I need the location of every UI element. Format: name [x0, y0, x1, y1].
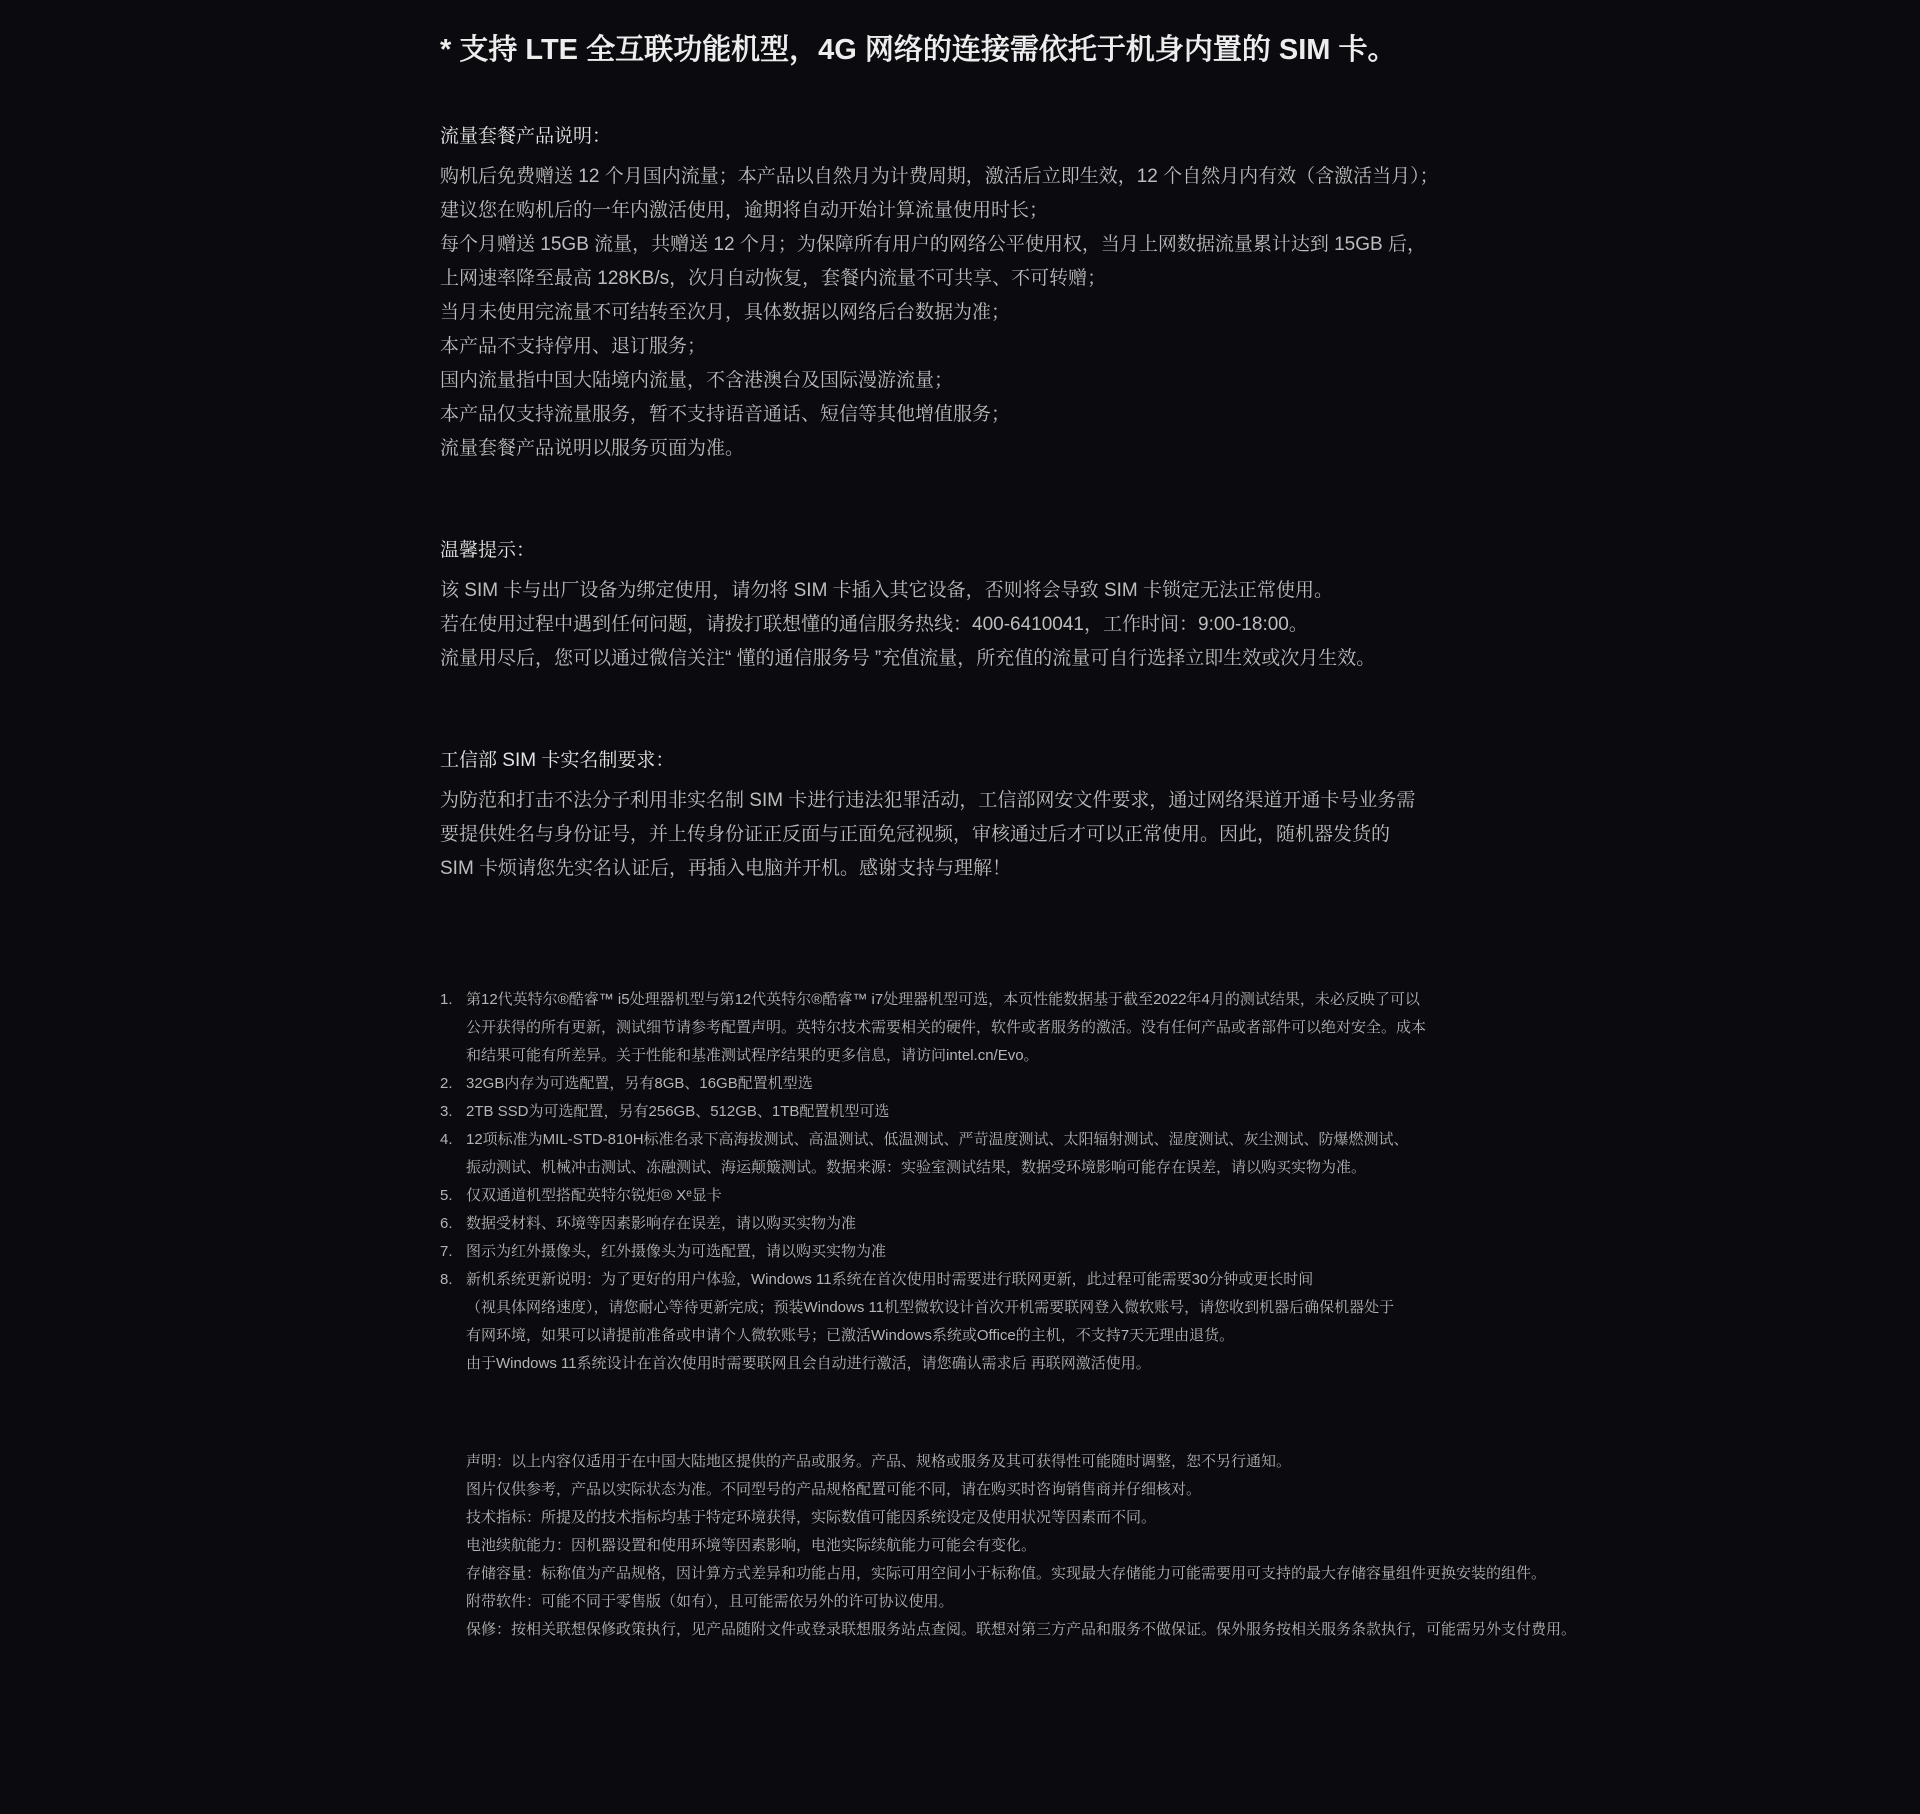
- lte-headline: * 支持 LTE 全互联功能机型，4G 网络的连接需依托于机身内置的 SIM 卡。: [440, 34, 1397, 66]
- disclaimer-block: [466, 1448, 1660, 1644]
- realname-line: SIM 卡烦请您先实名认证后，再插入电脑并开机。感谢支持与理解！: [440, 858, 1012, 879]
- traffic-plan-line: 本产品仅支持流量服务，暂不支持语音通话、短信等其他增值服务；: [440, 404, 1011, 425]
- footnote-number: 7.: [440, 1243, 453, 1260]
- disclaimer-line: 存储容量：标称值为产品规格，因计算方式差异和功能占用，实际可用空间小于标称值。实现最大存储能力可能需要用可支持的最大存储容量组件更换安装的组件。: [466, 1565, 1547, 1582]
- realname-section: [440, 746, 1660, 886]
- realname-lines: [440, 784, 1660, 886]
- footnote-line: 振动测试、机械冲击测试、冻融测试、海运颠簸测试。数据来源：实验室测试结果，数据受环境影响可能存在误差，请以购买实物为准。: [466, 1159, 1367, 1176]
- footnote-number: 2.: [440, 1075, 453, 1092]
- traffic-plan-title: 流量套餐产品说明：: [440, 126, 612, 147]
- disclaimer-line: 电池续航能力：因机器设置和使用环境等因素影响，电池实际续航能力可能会有变化。: [466, 1537, 1037, 1554]
- tips-title: 温馨提示：: [440, 540, 536, 561]
- footnote-line: 2TB SSD为可选配置，另有256GB、512GB、1TB配置机型可选: [466, 1103, 890, 1120]
- footnote-number: 4.: [440, 1131, 453, 1148]
- footnote-item: [440, 1210, 1660, 1238]
- tips-line: 若在使用过程中遇到任何问题，请拨打联想懂的通信服务热线：400-6410041，工作时间：9:00-18:00。: [440, 614, 1308, 635]
- footnote-item: [440, 1098, 1660, 1126]
- tips-line: 该 SIM 卡与出厂设备为绑定使用，请勿将 SIM 卡插入其它设备，否则将会导致 SIM 卡锁定无法正常使用。: [440, 580, 1334, 601]
- footnote-line: 和结果可能有所差异。关于性能和基准测试程序结果的更多信息，请访问intel.cn/Evo。: [466, 1047, 1039, 1064]
- footnote-line: 公开获得的所有更新，测试细节请参考配置声明。英特尔技术需要相关的硬件，软件或者服务的激活。没有任何产品或者部件可以绝对安全。成本: [466, 1019, 1427, 1036]
- tips-lines: [440, 574, 1660, 676]
- traffic-plan-line: 建议您在购机后的一年内激活使用，逾期将自动开始计算流量使用时长；: [440, 200, 1049, 221]
- traffic-plan-line: 本产品不支持停用、退订服务；: [440, 336, 707, 357]
- disclaimer-line: 图片仅供参考，产品以实际状态为准。不同型号的产品规格配置可能不同，请在购买时咨询销售商并仔细核对。: [466, 1481, 1202, 1498]
- footnote-number: 1.: [440, 991, 453, 1008]
- footnote-line: 有网环境，如果可以请提前准备或申请个人微软账号；已激活Windows系统或Office的主机，不支持7天无理由退货。: [466, 1327, 1235, 1344]
- footnote-line: 12项标准为MIL-STD-810H标准名录下高海拔测试、高温测试、低温测试、严苛温度测试、太阳辐射测试、湿度测试、灰尘测试、防爆燃测试、: [466, 1131, 1409, 1148]
- traffic-plan-line: 流量套餐产品说明以服务页面为准。: [440, 438, 745, 459]
- footnote-line: （视具体网络速度），请您耐心等待更新完成；预装Windows 11机型微软设计首次开机需要联网登入微软账号，请您收到机器后确保机器处于: [466, 1299, 1395, 1316]
- realname-line: 为防范和打击不法分子利用非实名制 SIM 卡进行违法犯罪活动，工信部网安文件要求，通过网络渠道开通卡号业务需: [440, 790, 1416, 811]
- footnote-item: [440, 1182, 1660, 1210]
- disclaimer-line: 保修：按相关联想保修政策执行，见产品随附文件或登录联想服务站点查阅。联想对第三方产品和服务不做保证。保外服务按相关服务条款执行，可能需另外支付费用。: [466, 1621, 1577, 1638]
- traffic-plan-section: [440, 122, 1660, 466]
- traffic-plan-line: 当月未使用完流量不可结转至次月，具体数据以网络后台数据为准；: [440, 302, 1011, 323]
- footnote-line: 仅双通道机型搭配英特尔锐炬® Xᵉ显卡: [466, 1187, 722, 1204]
- traffic-plan-line: 每个月赠送 15GB 流量，共赠送 12 个月；为保障所有用户的网络公平使用权，当月上网数据流量累计达到 15GB 后，: [440, 234, 1426, 255]
- footnote-item: [440, 1266, 1660, 1378]
- traffic-plan-lines: [440, 160, 1660, 466]
- footnote-number: 8.: [440, 1271, 453, 1288]
- footnote-line: 新机系统更新说明：为了更好的用户体验，Windows 11系统在首次使用时需要进行联网更新，此过程可能需要30分钟或更长时间: [466, 1271, 1314, 1288]
- footnote-item: [440, 1126, 1660, 1182]
- disclaimer-line: 声明：以上内容仅适用于在中国大陆地区提供的产品或服务。产品、规格或服务及其可获得性可能随时调整，恕不另行通知。: [466, 1453, 1292, 1470]
- disclaimer-line: 附带软件：可能不同于零售版（如有），且可能需依另外的许可协议使用。: [466, 1593, 954, 1610]
- footnote-number: 5.: [440, 1187, 453, 1204]
- footnote-line: 数据受材料、环境等因素影响存在误差，请以购买实物为准: [466, 1215, 857, 1232]
- footnotes-list: [440, 986, 1660, 1378]
- traffic-plan-line: 上网速率降至最高 128KB/s，次月自动恢复，套餐内流量不可共享、不可转赠；: [440, 268, 1107, 289]
- footnote-line: 32GB内存为可选配置，另有8GB、16GB配置机型选: [466, 1075, 813, 1092]
- realname-title: 工信部 SIM 卡实名制要求：: [440, 750, 675, 771]
- traffic-plan-line: 购机后免费赠送 12 个月国内流量；本产品以自然月为计费周期，激活后立即生效，12 个自然月内有效（含激活当月）；: [440, 166, 1439, 187]
- footnote-line: 第12代英特尔®酷睿™ i5处理器机型与第12代英特尔®酷睿™ i7处理器机型可选，本页性能数据基于截至2022年4月的测试结果，未必反映了可以: [466, 991, 1420, 1008]
- footnote-item: [440, 1070, 1660, 1098]
- footnote-item: [440, 986, 1660, 1070]
- tips-section: [440, 536, 1660, 676]
- content-area: [440, 28, 1660, 1644]
- footnote-number: 3.: [440, 1103, 453, 1120]
- footnote-item: [440, 1238, 1660, 1266]
- footnote-line: 由于Windows 11系统设计在首次使用时需要联网且会自动进行激活，请您确认需求后 再联网激活使用。: [466, 1355, 1151, 1372]
- traffic-plan-line: 国内流量指中国大陆境内流量，不含港澳台及国际漫游流量；: [440, 370, 954, 391]
- footnote-line: 图示为红外摄像头，红外摄像头为可选配置，请以购买实物为准: [466, 1243, 887, 1260]
- disclaimer-line: 技术指标：所提及的技术指标均基于特定环境获得，实际数值可能因系统设定及使用状况等因素而不同。: [466, 1509, 1157, 1526]
- footnote-number: 6.: [440, 1215, 453, 1232]
- realname-line: 要提供姓名与身份证号，并上传身份证正反面与正面免冠视频，审核通过后才可以正常使用。因此，随机器发货的: [440, 824, 1391, 845]
- tips-line: 流量用尽后，您可以通过微信关注“ 懂的通信服务号 ”充值流量，所充值的流量可自行选择立即生效或次月生效。: [440, 648, 1376, 669]
